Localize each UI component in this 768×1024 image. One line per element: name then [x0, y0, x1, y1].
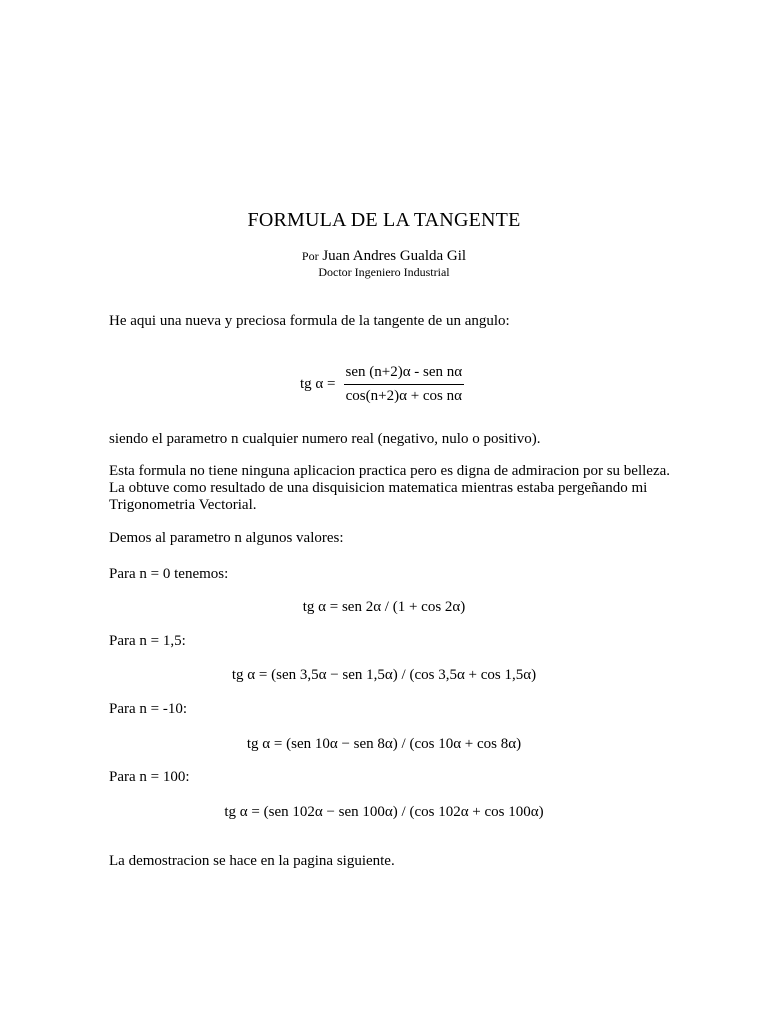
example-equation-n1-5: tg α = (sen 3,5α − sen 1,5α) / (cos 3,5α + cos 1,5α) [231, 667, 537, 683]
example-label-n-10: Para n = -10: [109, 701, 188, 717]
example-label-n1-5: Para n = 1,5: [109, 633, 186, 649]
example-label-n100: Para n = 100: [109, 769, 190, 785]
formula-lhs: tg α = [300, 375, 336, 392]
example-equation-n-10: tg α = (sen 10α − sen 8α) / (cos 10α + cos 8α) [246, 736, 522, 752]
author-affiliation: Doctor Ingeniero Industrial [318, 265, 450, 279]
document-title: FORMULA DE LA TANGENTE [247, 209, 521, 231]
example-label-n0: Para n = 0 tenemos: [109, 566, 229, 582]
author-line [0, 247, 768, 265]
formula-numerator: sen (n+2)α - sen nα [345, 363, 463, 380]
main-formula [300, 358, 464, 410]
remark-line-3: Trigonometria Vectorial. [109, 497, 257, 513]
example-equation-n100: tg α = (sen 102α − sen 100α) / (cos 102α + cos 100α) [224, 804, 544, 820]
closing-note: La demostracion se hace en la pagina siguiente. [109, 853, 395, 869]
remark-line-2: La obtuve como resultado de una disquisicion matematica mientras estaba pergeñando mi [109, 480, 648, 496]
intro-paragraph: He aqui una nueva y preciosa formula de la tangente de un angulo: [109, 313, 510, 329]
formula-denominator: cos(n+2)α + cos nα [345, 387, 463, 404]
example-equation-n0: tg α = sen 2α / (1 + cos 2α) [302, 599, 466, 615]
remark-line-1: Esta formula no tiene ninguna aplicacion practica pero es digna de admiracion por su belleza. [109, 463, 671, 479]
examples-intro: Demos al parametro n algunos valores: [109, 530, 344, 546]
author-name: Juan Andres Gualda Gil [322, 248, 467, 264]
by-prefix: Por [301, 249, 319, 263]
parameter-note: siendo el parametro n cualquier numero real (negativo, nulo o positivo). [109, 431, 541, 447]
formula-fraction [344, 364, 465, 405]
